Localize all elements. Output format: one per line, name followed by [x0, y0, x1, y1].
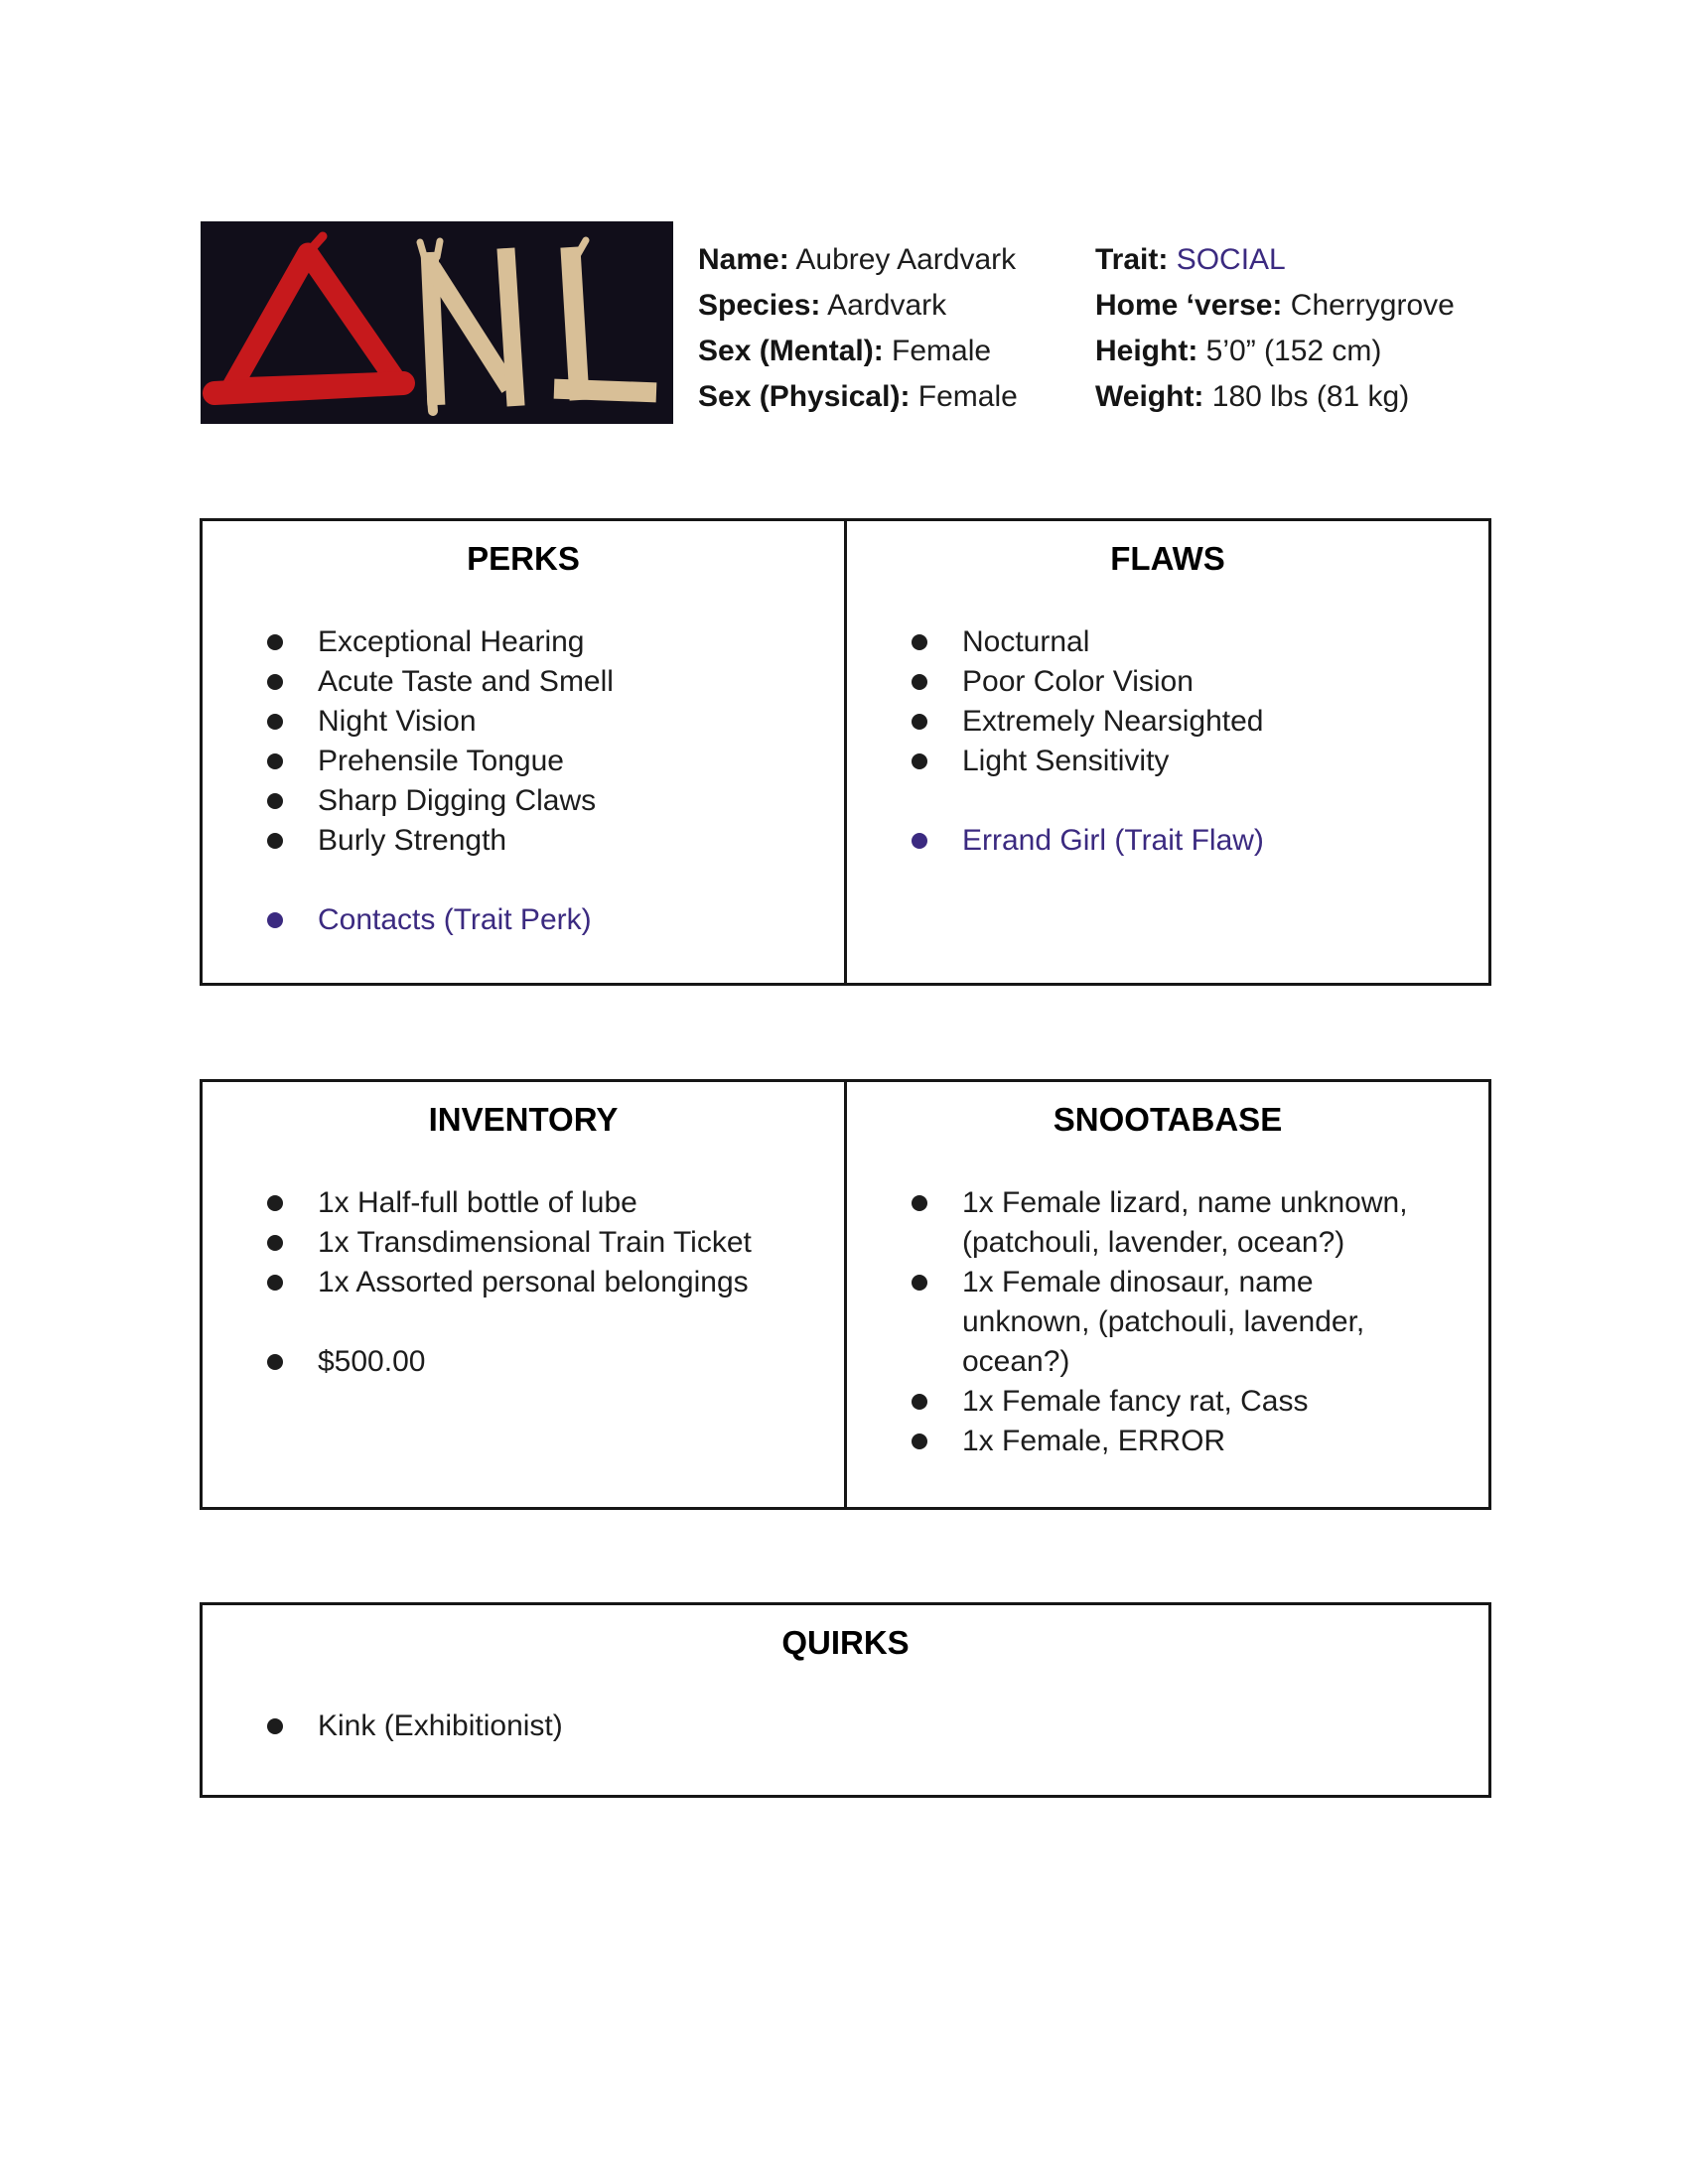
character-info-left — [698, 237, 1018, 420]
bullet-icon — [912, 833, 927, 849]
list-item — [203, 742, 844, 781]
bullet-icon — [912, 1433, 927, 1449]
list-item — [203, 1706, 1488, 1746]
perks-cell — [203, 521, 844, 983]
list-item-text: Kink (Exhibitionist) — [318, 1709, 563, 1742]
bullet-icon — [267, 674, 283, 690]
bullet-icon — [912, 674, 927, 690]
list-item-text: 1x Female fancy rat, Cass — [962, 1385, 1309, 1418]
quirks-list — [203, 1706, 1488, 1746]
character-info-right — [1095, 237, 1455, 420]
inventory-list — [203, 1183, 844, 1302]
list-item-text: Exceptional Hearing — [318, 625, 585, 658]
list-item-text: 1x Assorted personal belongings — [318, 1266, 749, 1298]
list-item-text: Acute Taste and Smell — [318, 665, 614, 698]
snootabase-cell — [844, 1082, 1488, 1507]
bullet-icon — [912, 753, 927, 769]
list-item-text: Poor Color Vision — [962, 665, 1194, 698]
list-item — [203, 821, 844, 861]
info-label: Home ‘verse: — [1095, 289, 1283, 322]
info-label: Sex (Mental): — [698, 335, 884, 367]
list-item-text: $500.00 — [318, 1345, 426, 1378]
list-item-text: Light Sensitivity — [962, 745, 1170, 777]
snootabase-title: SNOOTABASE — [1053, 1101, 1283, 1138]
info-value: Aardvark — [820, 289, 947, 322]
list-item-text: 1x Female, ERROR — [962, 1425, 1226, 1457]
list-item-text: Extremely Nearsighted — [962, 705, 1264, 738]
info-line — [698, 374, 1018, 420]
snootabase-list — [847, 1183, 1488, 1461]
bullet-icon — [267, 793, 283, 809]
list-item — [203, 702, 844, 742]
list-item-text: Burly Strength — [318, 824, 507, 857]
list-item-text: Prehensile Tongue — [318, 745, 564, 777]
bullet-icon — [267, 1275, 283, 1291]
bullet-icon — [912, 1195, 927, 1211]
inventory-title: INVENTORY — [428, 1101, 619, 1138]
list-item — [847, 1382, 1488, 1422]
list-item — [847, 1263, 1488, 1382]
info-line — [698, 283, 1018, 329]
bullet-icon — [267, 634, 283, 650]
info-label: Weight: — [1095, 380, 1204, 413]
bullet-icon — [267, 1195, 283, 1211]
list-item-text: 1x Female dinosaur, name unknown, (patchouli, lavender, ocean?) — [962, 1266, 1365, 1378]
list-item-text: 1x Female lizard, name unknown, (patchouli, lavender, ocean?) — [962, 1186, 1408, 1259]
perks-trait-list — [203, 900, 844, 940]
list-item — [203, 1263, 844, 1302]
anl-logo-graphic — [201, 221, 673, 424]
info-line — [1095, 283, 1455, 329]
flaws-trait-list — [847, 821, 1488, 861]
inventory-cell — [203, 1082, 844, 1507]
info-label: Sex (Physical): — [698, 380, 911, 413]
list-item — [847, 742, 1488, 781]
list-item — [847, 1422, 1488, 1461]
info-label: Trait: — [1095, 243, 1169, 276]
inventory-money-list — [203, 1342, 844, 1382]
list-item-text: Night Vision — [318, 705, 477, 738]
info-value: 5’0” (152 cm) — [1197, 335, 1382, 367]
info-line — [1095, 374, 1455, 420]
inventory-snootabase-box — [200, 1079, 1491, 1510]
perks-title: PERKS — [467, 540, 580, 577]
list-item-text: 1x Transdimensional Train Ticket — [318, 1226, 752, 1259]
list-item-text: 1x Half-full bottle of lube — [318, 1186, 637, 1219]
bullet-icon — [912, 1275, 927, 1291]
flaws-cell — [844, 521, 1488, 983]
info-value: 180 lbs (81 kg) — [1203, 380, 1410, 413]
flaws-title: FLAWS — [1110, 540, 1225, 577]
bullet-icon — [267, 1354, 283, 1370]
info-value: Aubrey Aardvark — [788, 243, 1017, 276]
info-line — [1095, 237, 1455, 283]
list-item — [847, 622, 1488, 662]
info-label: Name: — [698, 243, 789, 276]
list-item-text: Contacts (Trait Perk) — [318, 903, 592, 936]
perks-list — [203, 622, 844, 861]
bullet-icon — [267, 912, 283, 928]
info-value: Female — [883, 335, 992, 367]
bullet-icon — [912, 1394, 927, 1410]
list-item — [203, 781, 844, 821]
bullet-icon — [912, 714, 927, 730]
quirks-cell — [203, 1605, 1488, 1746]
anl-logo — [201, 221, 673, 424]
quirks-title: QUIRKS — [781, 1624, 910, 1661]
bullet-icon — [267, 1235, 283, 1251]
list-item — [847, 1183, 1488, 1263]
info-line — [1095, 329, 1455, 374]
bullet-icon — [267, 833, 283, 849]
bullet-icon — [267, 714, 283, 730]
list-item-text: Sharp Digging Claws — [318, 784, 597, 817]
perks-flaws-box — [200, 518, 1491, 986]
list-item — [203, 662, 844, 702]
list-item — [847, 662, 1488, 702]
list-item — [203, 900, 844, 940]
info-value: SOCIAL — [1168, 243, 1286, 276]
quirks-box — [200, 1602, 1491, 1798]
list-item — [203, 1183, 844, 1223]
list-item — [847, 821, 1488, 861]
info-line — [698, 237, 1018, 283]
bullet-icon — [267, 753, 283, 769]
info-label: Height: — [1095, 335, 1198, 367]
list-item — [203, 622, 844, 662]
list-item-text: Nocturnal — [962, 625, 1090, 658]
list-item — [203, 1223, 844, 1263]
info-value: Female — [910, 380, 1018, 413]
list-item — [203, 1342, 844, 1382]
bullet-icon — [912, 634, 927, 650]
info-label: Species: — [698, 289, 821, 322]
list-item — [847, 702, 1488, 742]
list-item-text: Errand Girl (Trait Flaw) — [962, 824, 1264, 857]
flaws-list — [847, 622, 1488, 781]
info-line — [698, 329, 1018, 374]
info-value: Cherrygrove — [1282, 289, 1455, 322]
bullet-icon — [267, 1718, 283, 1734]
